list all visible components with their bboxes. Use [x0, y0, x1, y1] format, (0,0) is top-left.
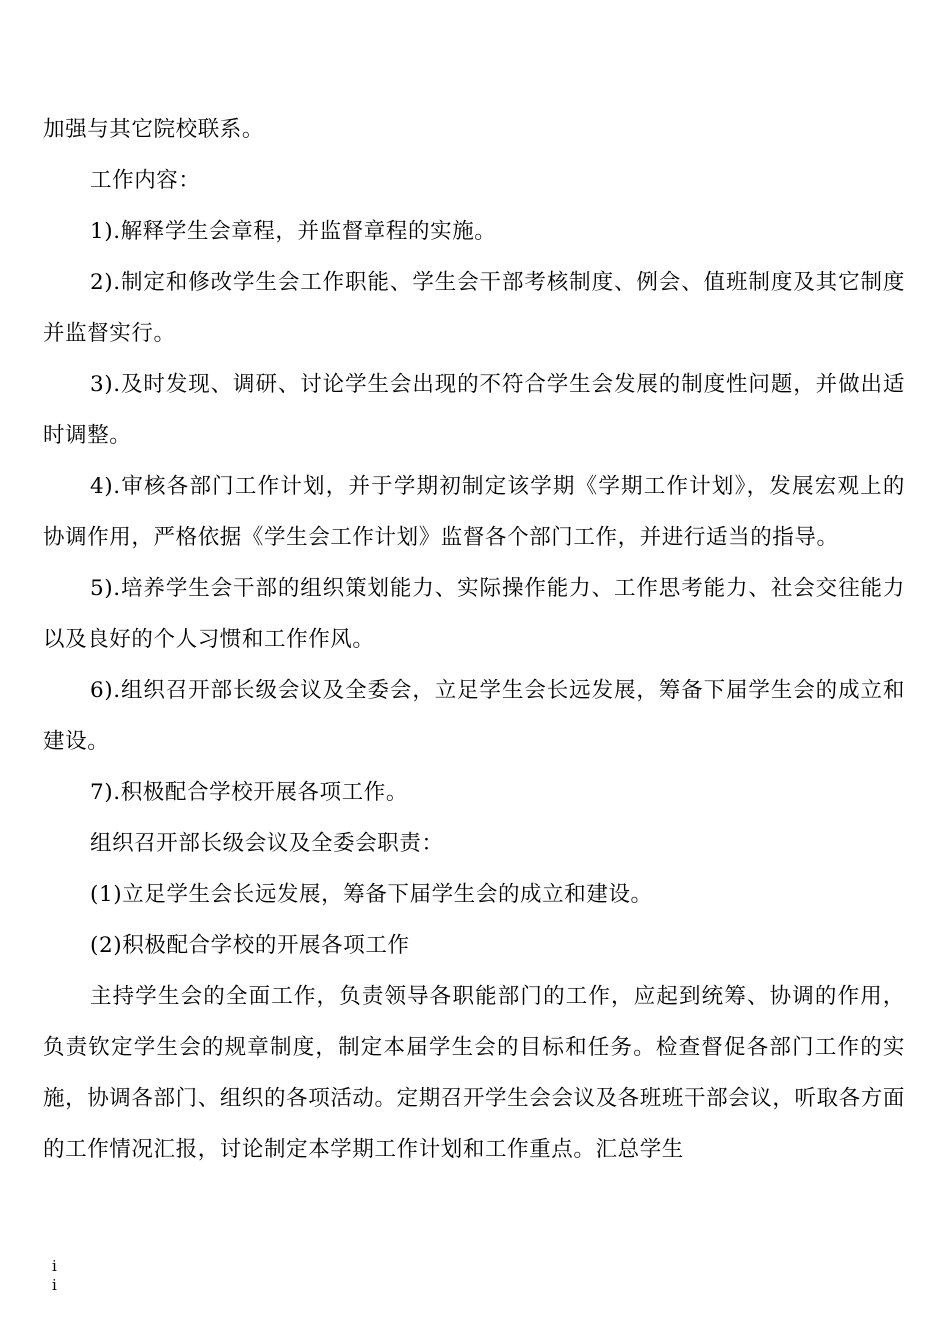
paragraph-item-5: 5).培养学生会干部的组织策划能力、实际操作能力、工作思考能力、社会交往能力以及良好的个人习惯和工作作风。 [43, 576, 905, 652]
paragraph-item-6: 6).组织召开部长级会议及全委会，立足学生会长远发展，筹备下届学生会的成立和建设。 [43, 678, 905, 754]
paragraph-work-content-heading: 工作内容： [90, 168, 201, 193]
paragraph-duty-1: (1)立足学生会长远发展，筹备下届学生会的成立和建设。 [90, 882, 653, 907]
footer-page-mark: i [52, 1276, 57, 1294]
paragraph-item-7: 7).积极配合学校开展各项工作。 [90, 780, 409, 805]
paragraph-item-4: 4).审核各部门工作计划，并于学期初制定该学期《学期工作计划》，发展宏观上的协调作用，严格依据《学生会工作计划》监督各个部门工作，并进行适当的指导。 [43, 474, 905, 550]
paragraph-continuation: 加强与其它院校联系。 [43, 117, 265, 142]
paragraph-item-1: 1).解释学生会章程，并监督章程的实施。 [90, 219, 497, 244]
paragraph-item-3: 3).及时发现、调研、讨论学生会出现的不符合学生会发展的制度性问题，并做出适时调整。 [43, 372, 905, 448]
paragraph-general-duties: 主持学生会的全面工作，负责领导各职能部门的工作，应起到统筹、协调的作用，负责钦定学生会的规章制度，制定本届学生会的目标和任务。检查督促各部门工作的实施，协调各部门、组织的各项活动。定期召开学生会会议及各班班干部会议，听取各方面的工作情况汇报，讨论制定本学期工作计划和工作重点。汇总学生 [43, 984, 905, 1162]
paragraph-meeting-duties-heading: 组织召开部长级会议及全委会职责： [90, 831, 444, 856]
footer-page-mark: i [52, 1257, 57, 1275]
document-body [43, 104, 905, 1175]
paragraph-item-2: 2).制定和修改学生会工作职能、学生会干部考核制度、例会、值班制度及其它制度并监督实行。 [43, 270, 905, 346]
paragraph-duty-2: (2)积极配合学校的开展各项工作 [90, 933, 410, 958]
